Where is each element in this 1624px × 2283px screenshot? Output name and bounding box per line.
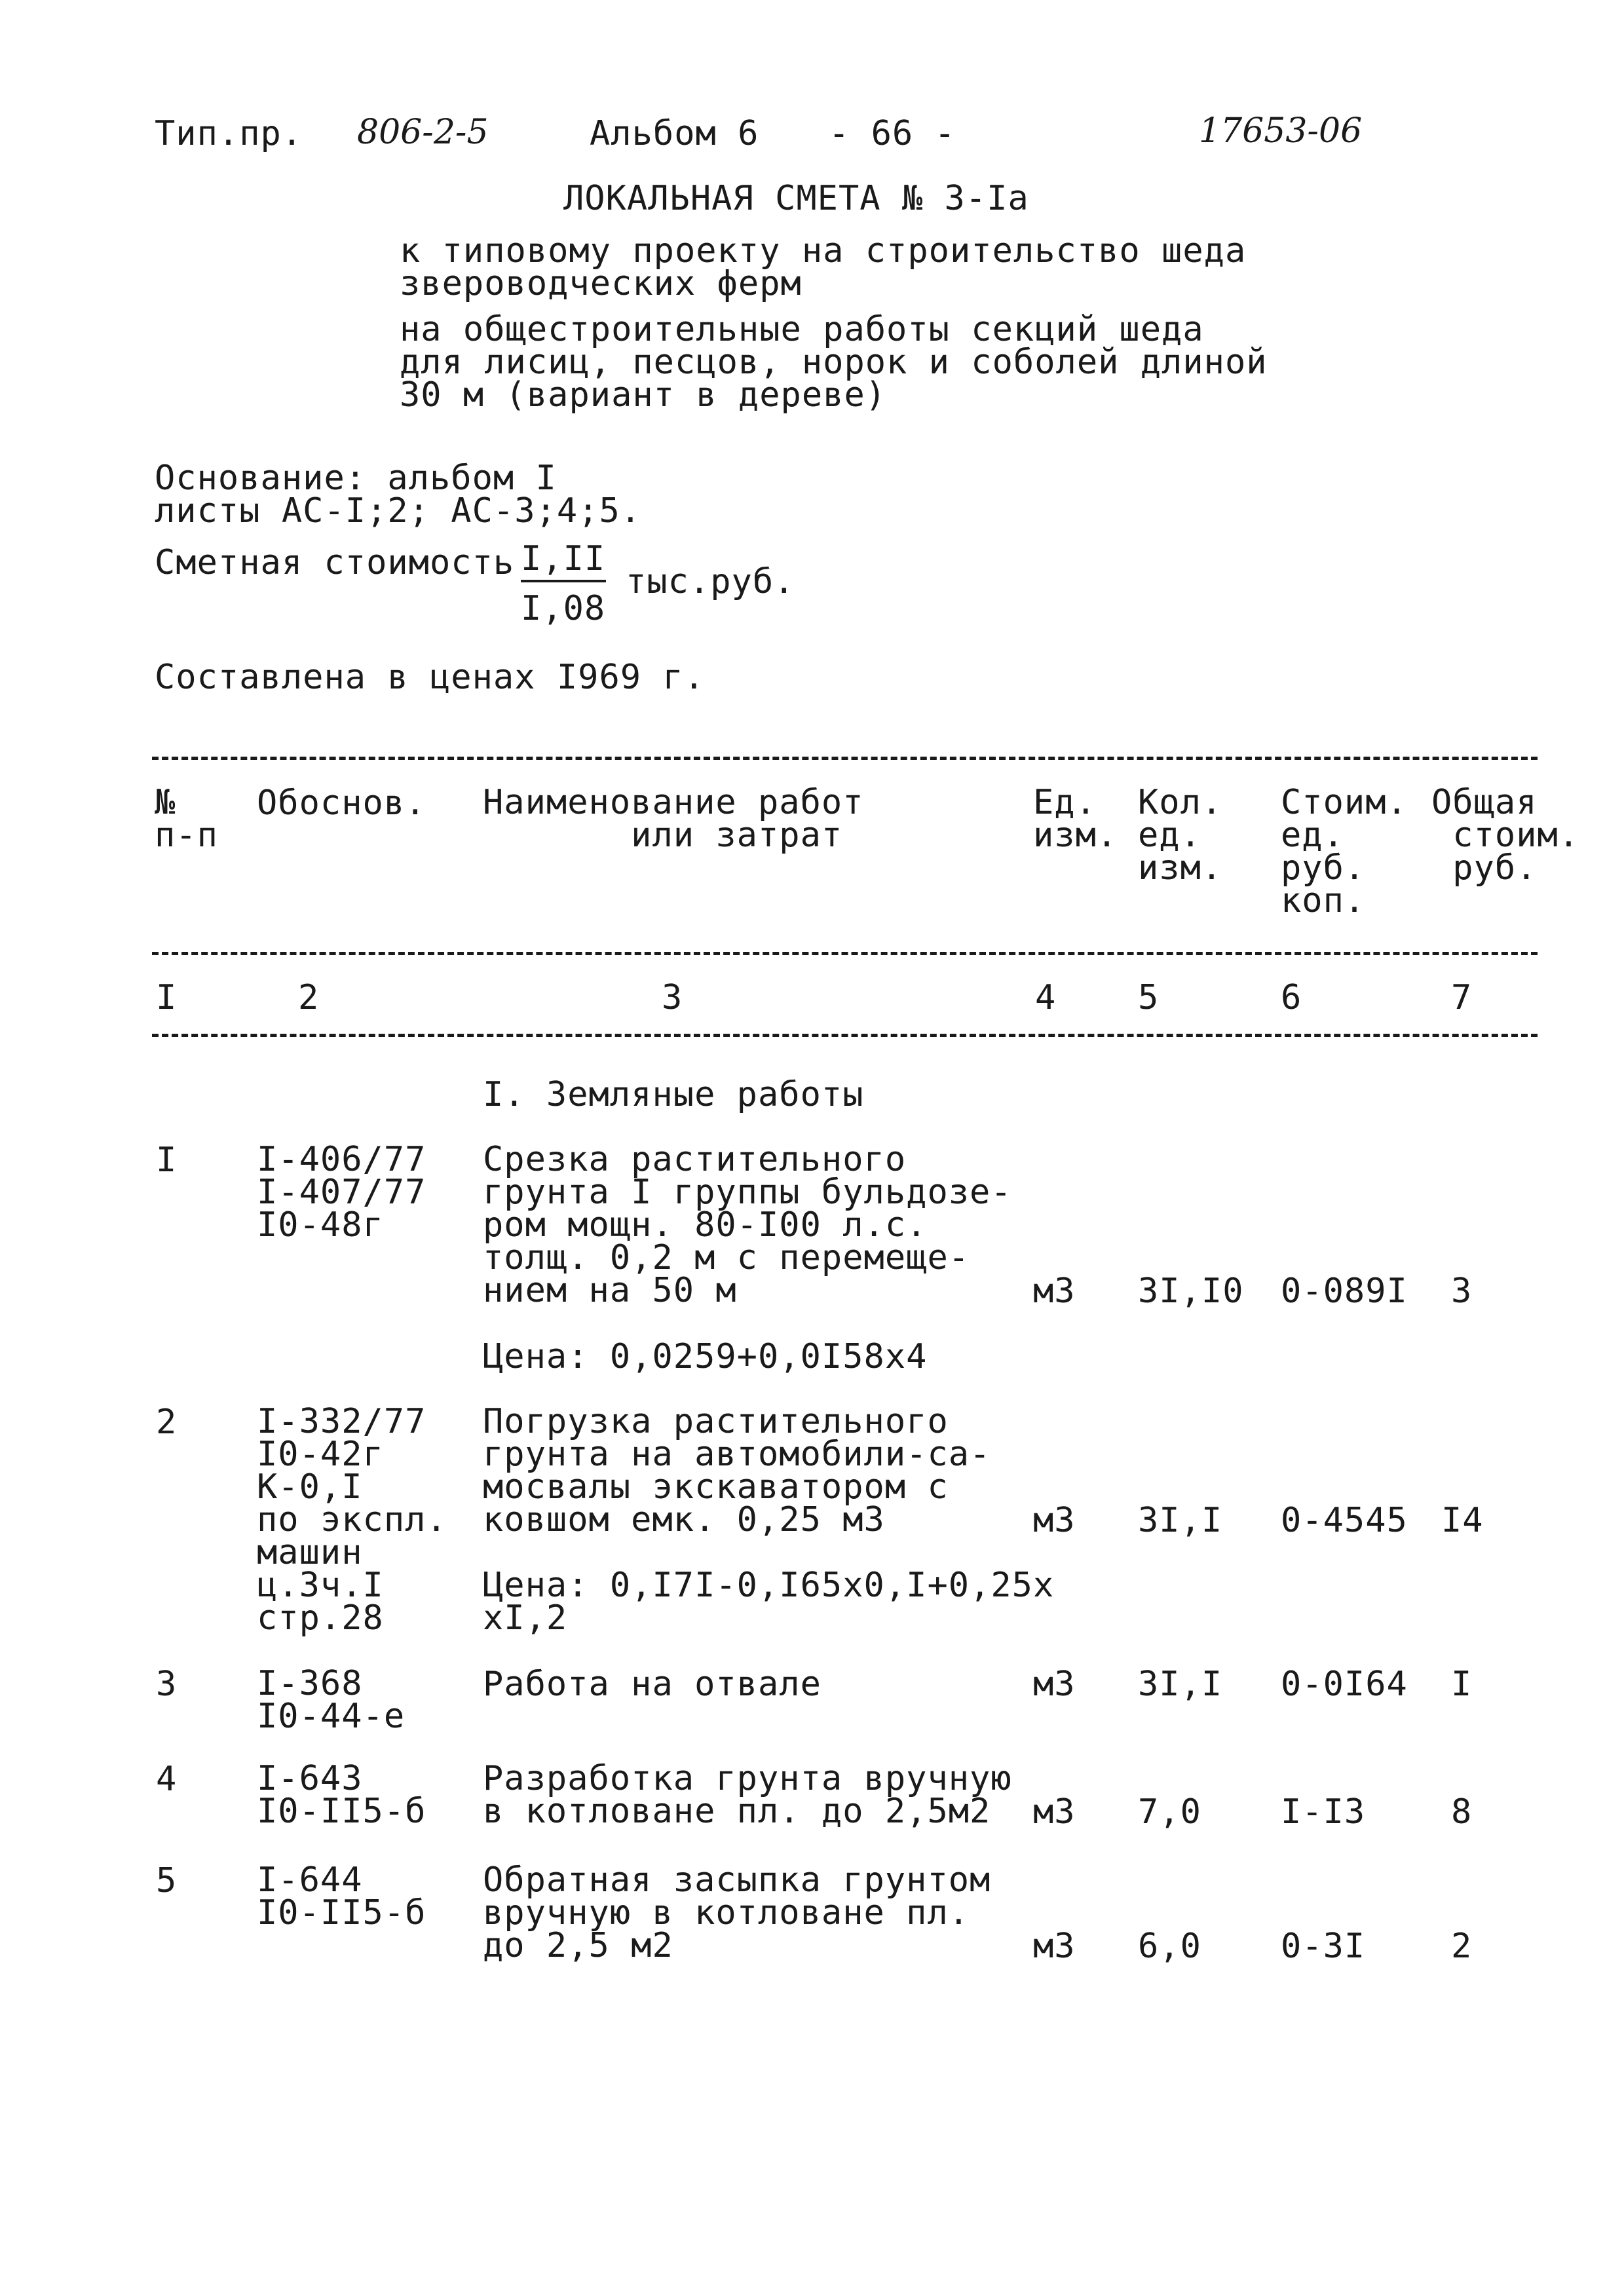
row-3-total: I bbox=[1451, 1665, 1473, 1704]
column-number-7: 7 bbox=[1451, 978, 1473, 1017]
column-header-name: Наименование работ или затрат bbox=[483, 783, 864, 855]
section-heading: I. Земляные работы bbox=[483, 1075, 864, 1114]
row-2-name: Погрузка растительного грунта на автомобили-са- мосвалы экскаватором с ковшом емк. 0,25 м3 bbox=[483, 1402, 991, 1539]
row-4-total: 8 bbox=[1451, 1792, 1473, 1832]
row-3-number: 3 bbox=[156, 1665, 178, 1704]
row-1-unit: м3 bbox=[1033, 1272, 1076, 1311]
row-3-unit-cost: 0-0I64 bbox=[1281, 1665, 1408, 1704]
row-3-basis: I-368 I0-44-е bbox=[257, 1664, 406, 1736]
row-2-number: 2 bbox=[156, 1403, 178, 1442]
column-header-basis: Обоснов. bbox=[257, 783, 426, 823]
header-tip-pr: Тип.пр. bbox=[155, 114, 303, 153]
document-subtitle-works: на общестроительные работы секций шеда для лисиц, песцов, норок и соболей длиной 30 м (вариант в дереве) bbox=[400, 310, 1268, 415]
row-2-price: Цена: 0,I7I-0,I65х0,I+0,25х хI,2 bbox=[483, 1566, 1055, 1638]
table-top-divider bbox=[152, 757, 1538, 760]
column-header-quantity: Кол. ед. изм. bbox=[1138, 783, 1223, 888]
row-4-unit-cost: I-I3 bbox=[1281, 1792, 1366, 1832]
column-numbers-divider bbox=[152, 1034, 1538, 1037]
row-4-name: Разработка грунта вручную в котловане пл. до 2,5м2 bbox=[483, 1759, 1012, 1831]
row-5-name: Обратная засыпка грунтом вручную в котловане пл. до 2,5 м2 bbox=[483, 1860, 991, 1965]
row-5-number: 5 bbox=[156, 1861, 178, 1900]
row-1-name: Срезка растительного грунта I группы бульдозе- ром мощн. 80-I00 л.с. толщ. 0,2 м с перемеще- нием на 50 м bbox=[483, 1140, 1012, 1310]
row-4-basis: I-643 I0-II5-б bbox=[257, 1759, 426, 1831]
row-1-total: 3 bbox=[1451, 1272, 1473, 1311]
column-header-unit: Ед. изм. bbox=[1033, 783, 1118, 855]
document-title: ЛОКАЛЬНАЯ СМЕТА № 3-Iа bbox=[563, 179, 1029, 218]
row-1-price: Цена: 0,0259+0,0I58х4 bbox=[483, 1337, 928, 1376]
estimated-cost-numerator: I,II bbox=[521, 539, 606, 578]
header-doc-number: 17653-06 bbox=[1199, 111, 1363, 151]
document-subtitle-project: к типовому проекту на строительство шеда звероводческих ферм bbox=[400, 231, 1247, 303]
row-2-quantity: 3I,I bbox=[1138, 1501, 1223, 1540]
row-5-total: 2 bbox=[1451, 1927, 1473, 1966]
column-number-5: 5 bbox=[1138, 978, 1160, 1017]
row-2-total: I4 bbox=[1441, 1501, 1484, 1540]
row-1-number: I bbox=[156, 1141, 178, 1180]
row-5-unit-cost: 0-3I bbox=[1281, 1927, 1366, 1966]
header-album: Альбом 6 bbox=[590, 114, 759, 153]
row-5-unit: м3 bbox=[1033, 1927, 1076, 1966]
row-5-basis: I-644 I0-II5-б bbox=[257, 1860, 426, 1933]
column-header-total: Общая стоим. руб. bbox=[1431, 783, 1580, 888]
column-number-1: I bbox=[156, 978, 178, 1017]
column-number-6: 6 bbox=[1281, 978, 1302, 1017]
row-2-basis: I-332/77 I0-42г К-0,I по экспл. машин ц.3ч.I стр.28 bbox=[257, 1402, 447, 1638]
estimated-cost-unit: тыс.руб. bbox=[626, 562, 795, 601]
price-level: Составлена в ценах I969 г. bbox=[155, 658, 705, 697]
row-3-unit: м3 bbox=[1033, 1665, 1076, 1704]
header-divider bbox=[152, 952, 1538, 955]
row-3-quantity: 3I,I bbox=[1138, 1665, 1223, 1704]
row-4-number: 4 bbox=[156, 1760, 178, 1799]
column-number-2: 2 bbox=[298, 978, 320, 1017]
estimated-cost-denominator: I,08 bbox=[521, 589, 606, 628]
row-2-unit: м3 bbox=[1033, 1501, 1076, 1540]
column-header-unit-cost: Стоим. ед. руб. коп. bbox=[1281, 783, 1408, 920]
fraction-bar bbox=[521, 580, 606, 582]
row-2-unit-cost: 0-4545 bbox=[1281, 1501, 1408, 1540]
row-1-basis: I-406/77 I-407/77 I0-48г bbox=[257, 1140, 426, 1245]
row-1-unit-cost: 0-089I bbox=[1281, 1272, 1408, 1311]
column-number-4: 4 bbox=[1035, 978, 1057, 1017]
estimated-cost-label: Сметная стоимость bbox=[155, 543, 515, 582]
basis-reference: Основание: альбом I листы АС-I;2; АС-3;4;5. bbox=[155, 459, 642, 531]
column-header-number: № п-п bbox=[155, 783, 218, 855]
row-4-unit: м3 bbox=[1033, 1792, 1076, 1832]
row-5-quantity: 6,0 bbox=[1138, 1927, 1201, 1966]
row-1-quantity: 3I,I0 bbox=[1138, 1272, 1244, 1311]
row-3-name: Работа на отвале bbox=[483, 1665, 821, 1704]
header-page-number: - 66 - bbox=[829, 114, 956, 153]
header-project-code: 806-2-5 bbox=[357, 113, 489, 152]
column-number-3: 3 bbox=[662, 978, 683, 1017]
row-4-quantity: 7,0 bbox=[1138, 1792, 1201, 1832]
